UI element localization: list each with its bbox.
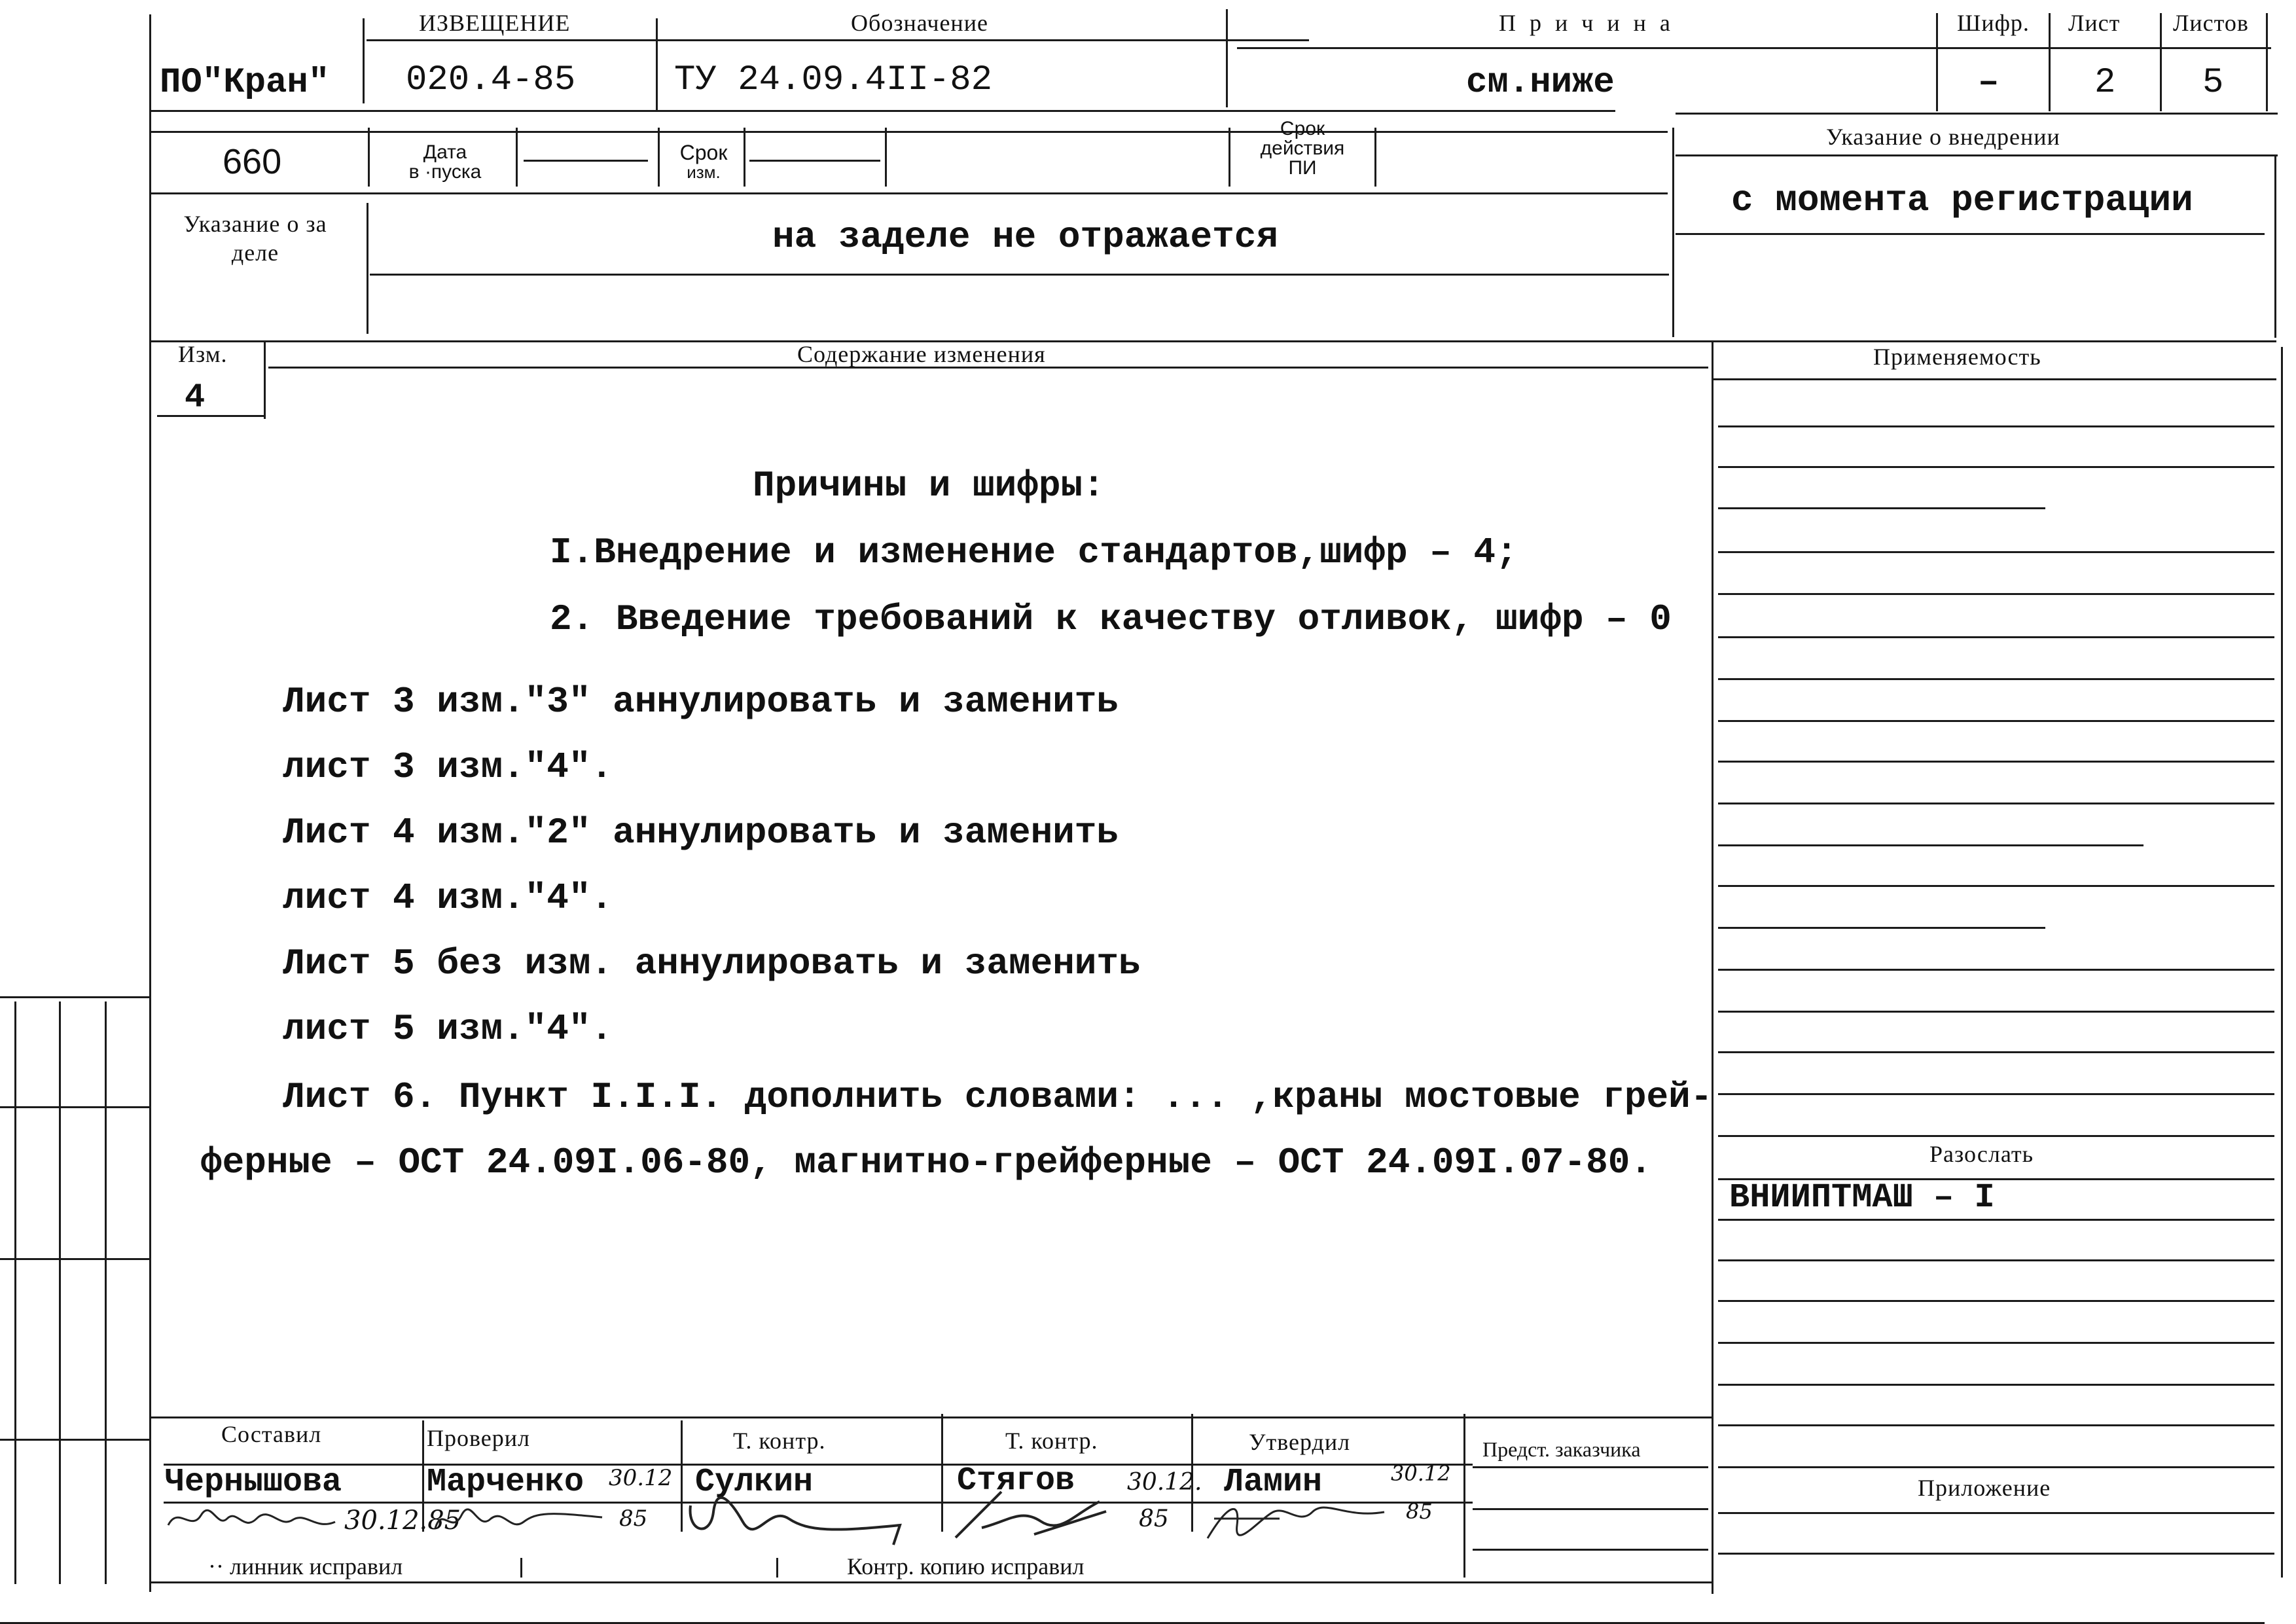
col-div-2	[656, 18, 658, 110]
release-date-blank	[524, 160, 648, 162]
original-fixed-label: ·· линник исправил	[208, 1553, 403, 1579]
row2-div-1	[368, 128, 370, 187]
header-rule	[367, 39, 1309, 41]
code-label: Шифр.	[1957, 10, 2030, 36]
content-top	[149, 340, 2276, 342]
side-rule-16	[1718, 1051, 2274, 1053]
side-rule-18	[1718, 1135, 2274, 1137]
side-rule-26	[1718, 1466, 2274, 1468]
designation-label: Обозначение	[851, 10, 988, 36]
tcontrol2-signature	[942, 1482, 1139, 1547]
checked-name: Марченко	[427, 1464, 584, 1501]
side-rule-3	[1718, 507, 2045, 509]
tcontrol-name: Сулкин	[695, 1464, 814, 1501]
release-date-label: Дата в ·пуска	[408, 141, 482, 183]
impl-right-border	[2274, 154, 2276, 338]
col-div-6	[2160, 13, 2162, 111]
side-rule-1	[1718, 425, 2274, 427]
sheets-value: 5	[2202, 63, 2224, 103]
stub-rule-3	[0, 1258, 149, 1260]
col-div-5	[2049, 13, 2051, 111]
change-label: Изм.	[178, 341, 228, 367]
control-copy-label: Контр. копию исправил	[847, 1553, 1085, 1579]
copy-fix-div	[776, 1558, 778, 1578]
side-rule-22	[1718, 1300, 2274, 1302]
body-line-7: Лист 5 без изм. аннулировать и заменить	[283, 943, 1141, 984]
tcontrol-signature	[684, 1486, 906, 1551]
side-rule-9	[1718, 761, 2274, 763]
sheet-value: 2	[2094, 63, 2116, 103]
customer-rule-1	[1473, 1466, 1708, 1468]
notice-label: ИЗВЕЩЕНИЕ	[419, 10, 571, 36]
side-rule-25	[1718, 1424, 2274, 1426]
side-rule-6	[1718, 636, 2274, 638]
content-header: Содержание изменения	[797, 341, 1046, 367]
implementation-label: Указание о внедрении	[1826, 124, 2060, 150]
approved-date-2: 85	[1406, 1499, 1433, 1524]
tcontrol2-date-1: 30.12.	[1127, 1469, 1202, 1496]
checked-date-2: 85	[619, 1506, 648, 1532]
code-value: –	[1978, 63, 2000, 103]
tcontrol2-date-2: 85	[1139, 1506, 1169, 1532]
sig-bottom	[149, 1581, 1713, 1583]
side-rule-27	[1718, 1512, 2274, 1514]
stub-col-2	[59, 1001, 61, 1584]
sheets-label: Листов	[2173, 10, 2249, 36]
side-rule-10	[1718, 803, 2274, 804]
approved-label: Утвердил	[1249, 1429, 1351, 1455]
tcontrol2-label: Т. контр.	[1005, 1428, 1098, 1454]
reason-value: см.ниже	[1466, 63, 1615, 103]
side-rule-17	[1718, 1093, 2274, 1095]
row2-div-3	[658, 128, 660, 187]
appendix-label: Приложение	[1918, 1475, 2051, 1501]
reason-line-1: I.Внедрение и изменение стандартов,шифр – 4;	[550, 532, 1518, 573]
row2-div-4	[744, 128, 745, 187]
col-div-1	[363, 18, 365, 103]
reasons-heading: Причины и шифры:	[753, 465, 1105, 507]
sheet-label: Лист	[2068, 10, 2121, 36]
side-rule-4	[1718, 551, 2274, 553]
customer-rule-2	[1473, 1508, 1708, 1510]
stub-rule-4	[0, 1439, 149, 1441]
sig-div-2	[681, 1420, 683, 1532]
row2-div-2	[516, 128, 518, 187]
header-bottom-rule	[149, 110, 1615, 112]
change-number: 4	[185, 378, 206, 417]
row2-div-5	[885, 128, 887, 187]
row2-bottom	[149, 192, 1668, 194]
orig-fix-div	[520, 1558, 522, 1578]
approved-signature	[1201, 1492, 1397, 1545]
compiled-name: Чернышова	[165, 1464, 342, 1501]
stub-col-1	[14, 1001, 16, 1584]
body-line-3: Лист 3 изм."3" аннулировать и заменить	[283, 681, 1119, 723]
backlog-rule	[370, 274, 1669, 276]
row2-div-7	[1374, 128, 1376, 187]
side-rule-21	[1718, 1259, 2274, 1261]
side-rule-23	[1718, 1342, 2274, 1344]
header-rule-right	[1237, 47, 2271, 49]
row2-div-6	[1229, 128, 1230, 187]
side-rule-0	[1713, 378, 2276, 380]
validity-label: Срок действия ПИ	[1260, 118, 1345, 179]
compiled-label: Составил	[221, 1421, 322, 1447]
side-rule-20	[1718, 1219, 2274, 1221]
customer-rule-3	[1473, 1549, 1708, 1551]
body-line-5: Лист 4 изм."2" аннулировать и заменить	[283, 812, 1119, 854]
row2-top	[149, 131, 1668, 133]
side-rule-28	[1718, 1553, 2274, 1555]
side-rule-15	[1718, 1011, 2274, 1013]
tcontrol-label: Т. контр.	[733, 1428, 826, 1454]
side-rule-14	[1718, 969, 2274, 971]
compiled-signature	[165, 1499, 342, 1545]
backlog-label: Указание о за деле	[183, 211, 327, 266]
checked-signature	[432, 1499, 609, 1545]
backlog-div	[367, 203, 368, 334]
body-line-8: лист 5 изм."4".	[283, 1008, 613, 1050]
header-bottom-rule-right	[1676, 113, 2278, 115]
distribute-value: ВНИИПТМАШ – I	[1729, 1178, 1995, 1217]
customer-label: Предст. заказчика	[1482, 1437, 1641, 1461]
applicability-label: Применяемость	[1873, 344, 2041, 370]
reason-label: П р и ч и н а	[1499, 10, 1674, 36]
col-div-4	[1936, 13, 1938, 111]
side-rule-11	[1718, 844, 2144, 846]
change-no-div	[264, 340, 266, 419]
impl-value-rule	[1676, 233, 2265, 235]
side-rule-8	[1718, 720, 2274, 722]
stub-rule-1	[0, 996, 149, 998]
col-div-7	[2266, 13, 2268, 111]
registry-number: 660	[223, 142, 282, 181]
sig-div-5	[1463, 1414, 1465, 1578]
body-line-6: лист 4 изм."4".	[283, 877, 613, 919]
implementation-value: с момента регистрации	[1731, 179, 2193, 221]
side-column-border	[1712, 340, 1713, 1594]
change-term-label: Срок изм.	[679, 141, 728, 182]
body-line-10: ферные – ОСТ 24.09I.06-80, магнитно-грейферные – ОСТ 24.09I.07-80.	[200, 1142, 1652, 1183]
compiled-date: 30.12.85	[344, 1506, 461, 1536]
side-right-border	[2281, 347, 2283, 1578]
change-term-blank	[749, 160, 880, 162]
approved-date-1: 30.12	[1391, 1461, 1451, 1486]
distribute-label: Разослать	[1929, 1141, 2034, 1167]
approved-name: Ламин	[1224, 1464, 1323, 1501]
left-border	[149, 14, 151, 1592]
body-line-4: лист 3 изм."4".	[283, 746, 613, 788]
side-rule-13	[1718, 927, 2045, 929]
designation-value: ТУ 24.09.4II-82	[674, 60, 993, 100]
backlog-value: на заделе не отражается	[772, 216, 1278, 258]
body-line-9: Лист 6. Пункт I.I.I. дополнить словами: ... ,краны мостовые грей-	[283, 1076, 1713, 1118]
side-rule-2	[1718, 466, 2274, 468]
stub-rule-2	[0, 1106, 149, 1108]
col-div-3	[1226, 9, 1228, 107]
checked-date-1: 30.12	[609, 1465, 673, 1491]
tcontrol2-name: Стягов	[957, 1462, 1075, 1500]
change-no-bottom	[157, 415, 266, 417]
org-name: ПО"Кран"	[160, 63, 330, 103]
impl-left-border	[1672, 128, 1674, 337]
checked-label: Проверил	[427, 1425, 530, 1451]
stub-col-3	[105, 1001, 107, 1584]
side-rule-12	[1718, 885, 2274, 887]
side-rule-7	[1718, 678, 2274, 680]
notice-number: 020.4-85	[406, 60, 576, 100]
impl-label-rule	[1676, 154, 2278, 156]
sig-top	[149, 1416, 1713, 1418]
reason-line-2: 2. Введение требований к качеству отливок, шифр – 0	[550, 598, 1672, 640]
side-rule-24	[1718, 1384, 2274, 1386]
side-rule-5	[1718, 593, 2274, 595]
